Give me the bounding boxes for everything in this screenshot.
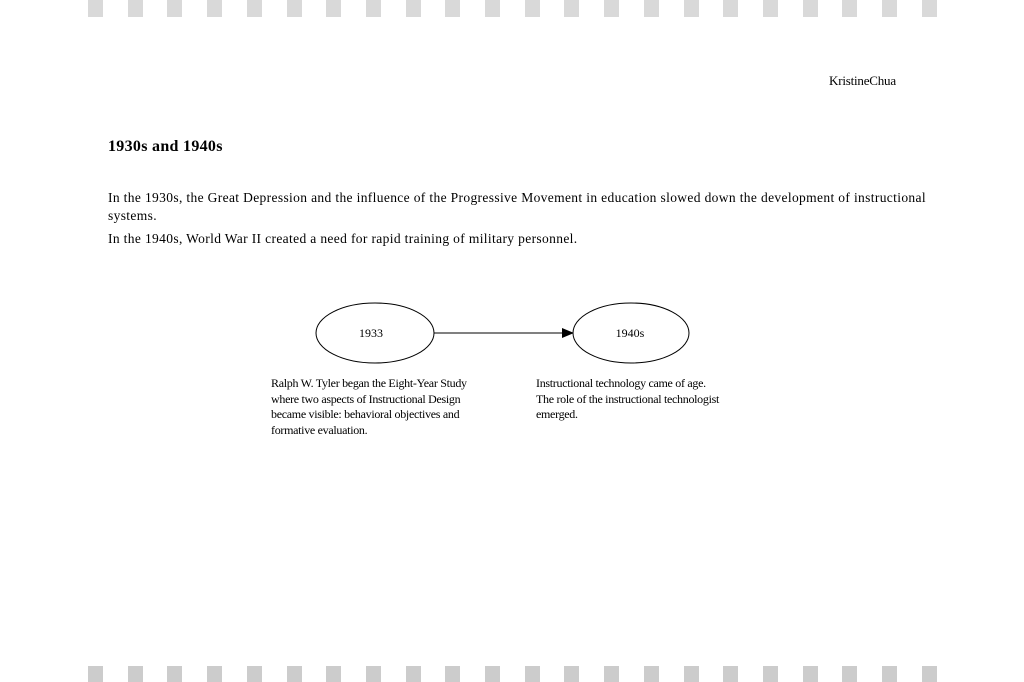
caption-1933: Ralph W. Tyler began the Eight-Year Study where two aspects of Instructional Design became visible: behavioral objectives and formative evaluation.	[271, 376, 467, 437]
node-1940s-label: 1940s	[615, 325, 645, 340]
paragraph-1940s: In the 1940s, World War II created a need for rapid training of military personnel.	[108, 231, 578, 246]
paragraph-1930s: In the 1930s, the Great Depression and the influence of the Progressive Movement in education slowed down the development of instructional systems.	[108, 190, 926, 223]
node-1933-label: 1933	[359, 325, 383, 340]
author-name: KristineChua	[829, 73, 896, 88]
slide-title: 1930s and 1940s	[108, 138, 223, 155]
caption-1940s: Instructional technology came of age. The role of the instructional technologist emerged.	[536, 376, 720, 421]
